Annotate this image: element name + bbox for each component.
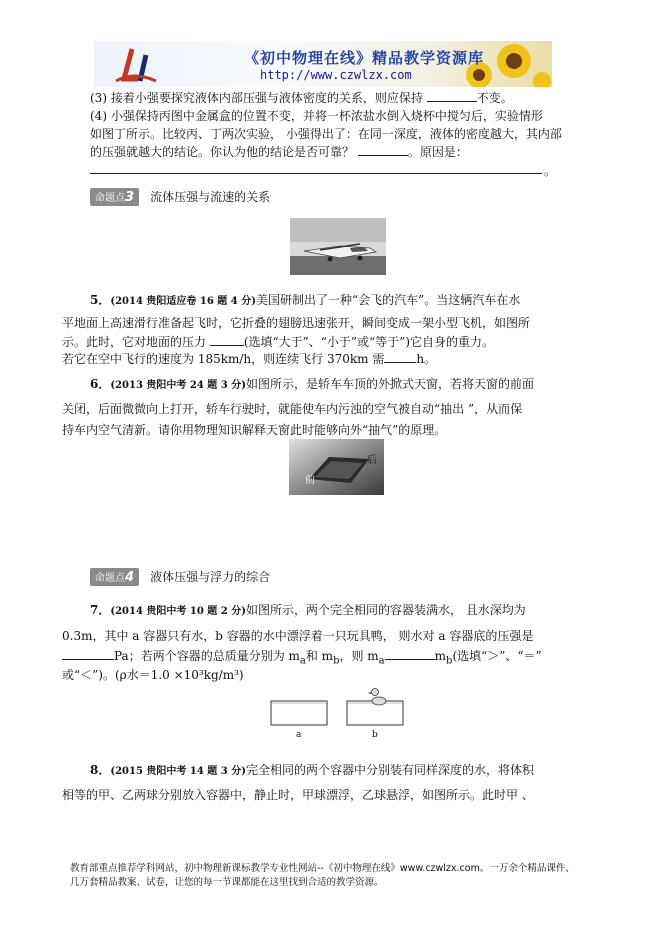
item4-blank-reliable[interactable] (358, 143, 408, 156)
q5-line3 (62, 333, 494, 351)
item4-question: 的压强就越大的结论。你认为他的结论是否可靠？ (90, 145, 355, 159)
q7-line4: 或“＜”)。(ρ水＝1.0 ×10³kg/m³) (62, 668, 244, 682)
q5-text4b: h。 (416, 352, 437, 366)
back-label: 后 (367, 455, 377, 466)
q8-line2: 相等的甲、乙两球分别放入容器中，静止时，甲球漂浮，乙球悬浮，如图所示。此时甲 、 (62, 788, 534, 802)
q6-line1 (90, 375, 534, 395)
q5-blank-time[interactable] (384, 350, 416, 363)
header-banner (94, 41, 552, 87)
q6-text1: 如图所示，是轿车车顶的外掀式天窗，若将天窗的前面 (245, 377, 534, 391)
item4-line3 (90, 143, 468, 161)
q7-text3e: (选填“＞”、“＝” (452, 649, 542, 663)
q5-text3a: 示。此时，它对地面的压力 (62, 335, 207, 349)
footer-line1: 教育部重点推荐学科网站，初中物理新课标教学专业性网站--《初中物理在线》www.czwlzx.com。一万余个精品课件、 (70, 863, 575, 874)
item3-text: (3) 接着小强要探究液体内部压强与液体密度的关系，则应保持 (90, 91, 423, 105)
q7-text3d: m (434, 649, 447, 663)
q5-text3b: (选填“大于”、“小于”或“等于”)它自身的重力。 (243, 335, 495, 349)
q7-text3a: Pa；若两个容器的总质量分别为 m (114, 649, 300, 663)
section4-title: 液体压强与浮力的综合 (150, 570, 271, 584)
containers-diagram (265, 684, 415, 744)
item3-blank[interactable] (427, 89, 477, 102)
q6-line2: 关闭，后面微微向上打开，轿车行驶时，就能使车内污浊的空气被自动“抽出 ”，从而保 (62, 402, 523, 416)
footer-line2: 几万套精品教案、试卷，让您的每一节课都能在这里找到合适的教学资源。 (70, 877, 384, 888)
item3-text-end: 不变。 (476, 91, 513, 105)
q7-line2: 0.3m，其中 a 容器只有水，b 容器的水中漂浮着一只玩具鸭， 则水对 a 容器底的压强是 (62, 629, 534, 643)
toy-duck-icon (368, 689, 386, 706)
container-a-label: a (296, 730, 302, 740)
q5-source: (2014 贵阳适应卷 16 题 4 分) (110, 296, 256, 307)
q8-source: (2015 贵阳中考 14 题 3 分) (110, 766, 246, 777)
item4-line1: (4) 小强保持丙图中金属盒的位置不变，并将一杯浓盐水倒入烧杯中搅匀后，实验情形 (90, 109, 543, 123)
flying-car-photo (290, 218, 386, 275)
q5-blank-pressure[interactable] (210, 333, 244, 346)
banner-title: 《初中物理在线》精品教学资源库 (244, 49, 485, 67)
sunroof-photo (289, 439, 384, 495)
section3-tag: 命题点3 (90, 188, 139, 206)
q6-source: (2013 贵阳中考 24 题 3 分) (110, 380, 246, 391)
section3-header (90, 186, 270, 206)
q7-source: (2014 贵阳中考 10 题 2 分) (110, 606, 246, 617)
item4-reason-label: 。原因是： (407, 145, 468, 159)
q6-number: 6． (90, 377, 111, 391)
item4-line2: 如图丁所示。比较丙、丁两次实验， 小强得出了：在同一深度，液体的密度越大，其内部 (90, 127, 562, 141)
q5-line1 (90, 291, 520, 311)
item4-reason-blank[interactable] (90, 173, 542, 174)
containers-drawing (265, 684, 415, 734)
page-footer (70, 862, 575, 890)
container-a (271, 701, 327, 725)
item3-line (90, 89, 513, 107)
q7-blank-pressure[interactable] (62, 647, 114, 660)
section3-title: 流体压强与流速的关系 (150, 190, 271, 204)
q7-text1: 如图所示，两个完全相同的容器装满水， 且水深均为 (245, 603, 526, 617)
q6-line3: 持车内空气清新。请你用物理知识解释天窗此时能够向外“抽气”的原理。 (62, 423, 447, 437)
front-label: 前 (305, 475, 315, 486)
q5-text4a: 若它在空中飞行的速度为 185km/h，则连续飞行 370km 需 (62, 352, 385, 366)
container-b-label: b (372, 730, 378, 740)
section4-header (90, 566, 270, 586)
q7-blank-compare[interactable] (385, 647, 435, 660)
q8-text1: 完全相同的两个容器中分别装有同样深度的水，将体积 (245, 763, 534, 777)
q7-line3: Pa；若两个容器的总质量分别为 $m_a$和 $m_b$，则 $m_a$ $m_b$(选填“＞”、“＝” (62, 647, 542, 670)
section4-tag: 命题点4 (90, 568, 139, 586)
q8-number: 8． (90, 763, 111, 777)
q5-line4 (62, 350, 436, 368)
q5-line2: 平地面上高速滑行准备起飞时，它折叠的翅膀迅速张开，瞬间变成一架小型飞机，如图所 (62, 316, 531, 330)
q7-line1 (90, 601, 526, 621)
item4-end: 。 (544, 164, 557, 178)
q5-number: 5． (90, 293, 111, 307)
q8-line1 (90, 761, 534, 781)
q7-text3c: ，则 m (339, 649, 379, 663)
banner-url[interactable]: http://www.czwlzx.com (260, 68, 412, 82)
q7-text3b: 和 m (305, 649, 334, 663)
sunroof-artwork (289, 439, 384, 495)
q5-text1: 美国研制出了一种“会飞的汽车”。当这辆汽车在水 (255, 293, 521, 307)
q7-number: 7． (90, 603, 111, 617)
logo-red-stroke (124, 49, 138, 79)
